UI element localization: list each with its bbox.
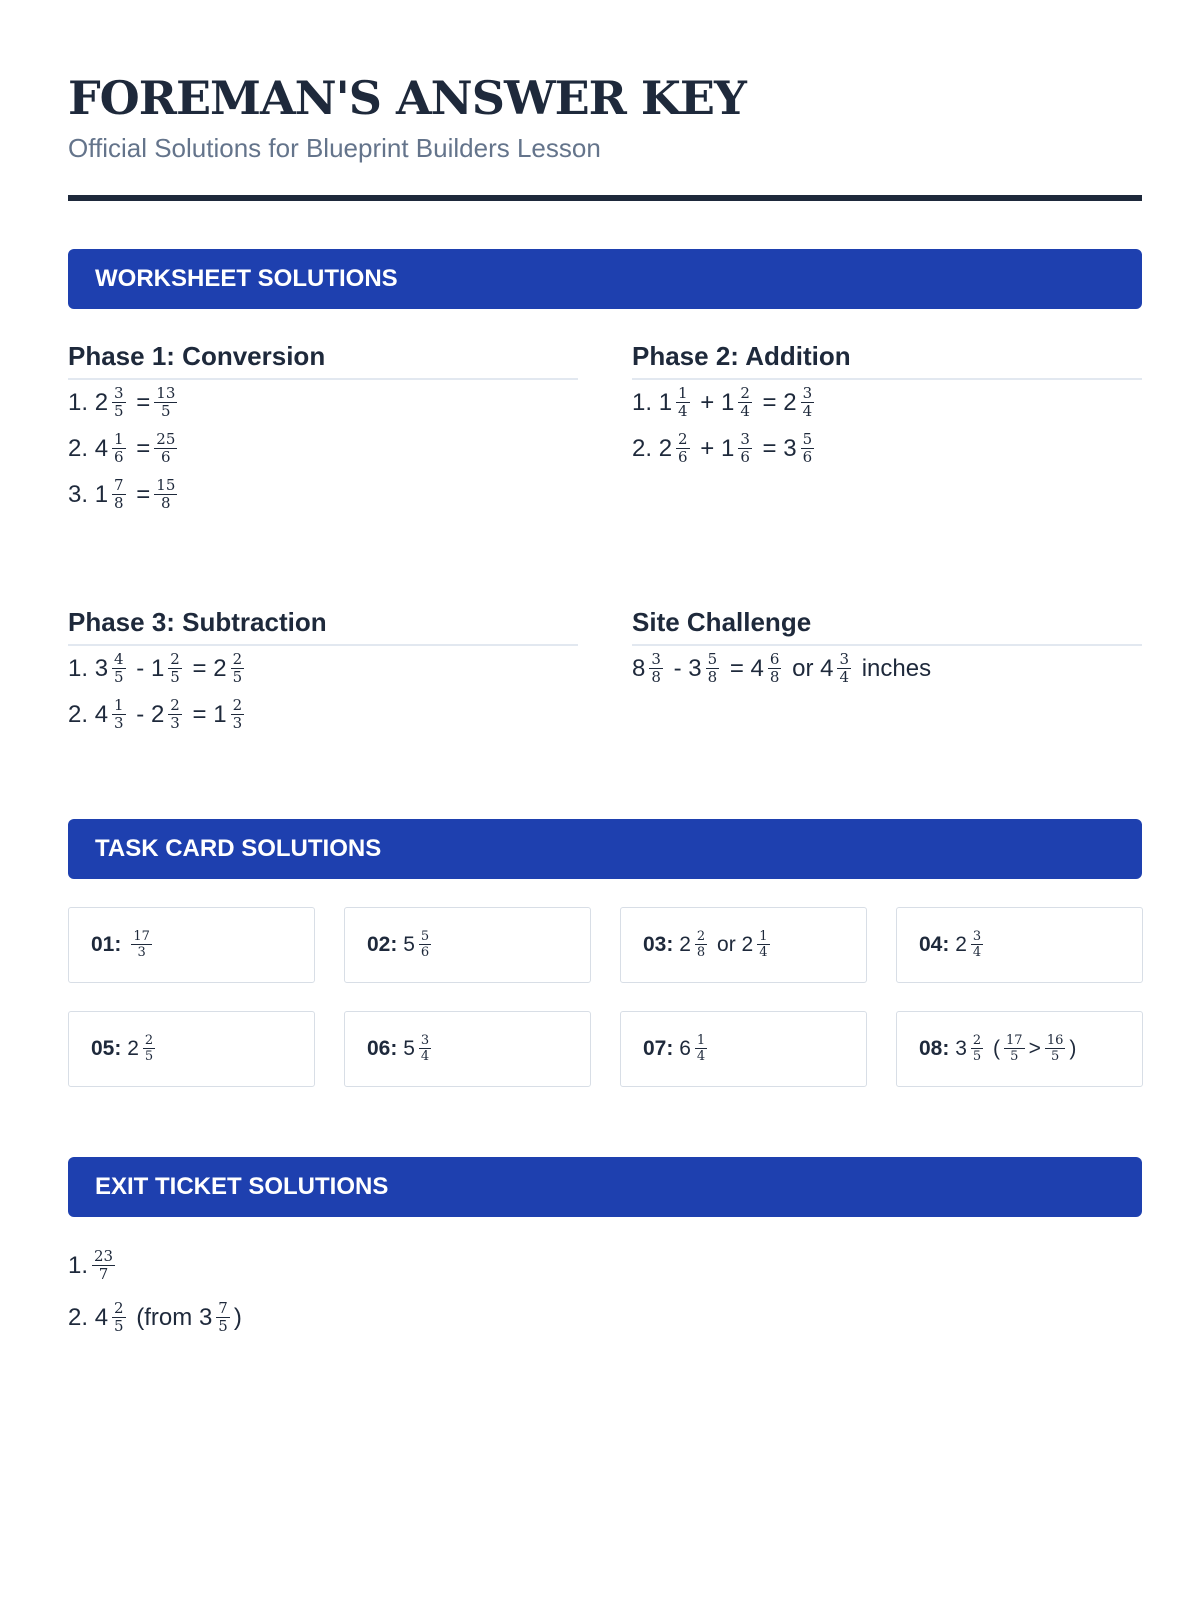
phase-2-item: 2. 2 $\frac{2}{6}$ + 1 $\frac{3}{6}$ = 3 $\frac{5}{6}$ <box>632 430 813 467</box>
fraction: $\frac{5}{8}$ <box>707 650 718 687</box>
fraction: $\frac{1}{3}$ <box>114 696 124 733</box>
exit-ticket-solutions-banner: EXIT TICKET SOLUTIONS <box>68 1157 1142 1217</box>
phase-1-item: 1. 2 $\frac{3}{5}$ = $\frac{13}{5}$ <box>68 384 176 421</box>
fraction: $\frac{2}{3}$ <box>232 696 243 733</box>
phase-3-subtraction <box>68 604 578 738</box>
fraction: $\frac{3}{4}$ <box>839 650 850 687</box>
fraction: $\frac{2}{5}$ <box>114 1299 124 1336</box>
fraction: $\frac{25}{6}$ <box>156 430 176 467</box>
phase-2-addition <box>632 338 1142 472</box>
task-card: 08: 3 $\frac{2}{5}$ ( $\frac{17}{5}$ > $\frac{16}{5}$ ) <box>896 1011 1143 1087</box>
fraction: $\frac{2}{5}$ <box>232 650 243 687</box>
phase-1-conversion <box>68 338 578 518</box>
task-card: 07: 6 $\frac{1}{4}$ <box>620 1011 867 1087</box>
fraction: $\frac{5}{6}$ <box>802 430 813 467</box>
fraction: $\frac{1}{4}$ <box>678 384 688 421</box>
fraction: $\frac{3}{4}$ <box>802 384 813 421</box>
fraction: $\frac{3}{6}$ <box>740 430 750 467</box>
exit-ticket-item: 1. $\frac{23}{7}$ <box>68 1247 114 1284</box>
fraction: $\frac{3}{4}$ <box>972 928 982 960</box>
fraction: $\frac{2}{5}$ <box>972 1032 982 1064</box>
fraction: $\frac{17}{3}$ <box>133 928 150 960</box>
fraction: $\frac{2}{8}$ <box>696 928 706 960</box>
worksheet-solutions-banner: WORKSHEET SOLUTIONS <box>68 249 1142 309</box>
fraction: $\frac{1}{4}$ <box>696 1032 706 1064</box>
phase-2-title: Phase 2: Addition <box>632 338 1142 380</box>
fraction: $\frac{2}{3}$ <box>170 696 180 733</box>
phase-1-item: 3. 1 $\frac{7}{8}$ = $\frac{15}{8}$ <box>68 476 176 513</box>
fraction: $\frac{5}{6}$ <box>420 928 430 960</box>
phase-1-title: Phase 1: Conversion <box>68 338 578 380</box>
page-title: FOREMAN'S ANSWER KEY <box>68 71 746 125</box>
fraction: $\frac{3}{8}$ <box>651 650 661 687</box>
fraction: $\frac{2}{5}$ <box>144 1032 154 1064</box>
task-card: 01: $\frac{17}{3}$ <box>68 907 315 983</box>
fraction: $\frac{2}{4}$ <box>740 384 750 421</box>
task-card: 03: 2 $\frac{2}{8}$ or 2 $\frac{1}{4}$ <box>620 907 867 983</box>
fraction: $\frac{7}{5}$ <box>218 1299 228 1336</box>
task-card-solutions-banner: TASK CARD SOLUTIONS <box>68 819 1142 879</box>
phase-3-item: 1. 3 $\frac{4}{5}$ - 1 $\frac{2}{5}$ = 2 $\frac{2}{5}$ <box>68 650 243 687</box>
site-challenge <box>632 604 1142 692</box>
fraction: $\frac{2}{5}$ <box>170 650 180 687</box>
phase-1-item: 2. 4 $\frac{1}{6}$ = $\frac{25}{6}$ <box>68 430 176 467</box>
phase-3-item: 2. 4 $\frac{1}{3}$ - 2 $\frac{2}{3}$ = 1 $\frac{2}{3}$ <box>68 696 243 733</box>
fraction: $\frac{1}{6}$ <box>114 430 124 467</box>
exit-ticket-item: 2. 4 $\frac{2}{5}$ (from 3 $\frac{7}{5}$ ) <box>68 1299 242 1336</box>
fraction: $\frac{23}{7}$ <box>94 1247 114 1284</box>
fraction: $\frac{16}{5}$ <box>1046 1032 1064 1064</box>
task-card: 06: 5 $\frac{3}{4}$ <box>344 1011 591 1087</box>
phase-2-item: 1. 1 $\frac{1}{4}$ + 1 $\frac{2}{4}$ = 2 $\frac{3}{4}$ <box>632 384 813 421</box>
fraction: $\frac{13}{5}$ <box>156 384 176 421</box>
fraction: $\frac{17}{5}$ <box>1006 1032 1023 1064</box>
site-challenge-title: Site Challenge <box>632 604 1142 646</box>
fraction: $\frac{1}{4}$ <box>759 928 768 960</box>
fraction: $\frac{15}{8}$ <box>156 476 176 513</box>
page-subtitle: Official Solutions for Blueprint Builders Lesson <box>68 133 601 163</box>
site-challenge-answer: 8 $\frac{3}{8}$ - 3 $\frac{5}{8}$ = 4 $\frac{6}{8}$ or 4 $\frac{3}{4}$ inches <box>632 650 932 687</box>
fraction: $\frac{3}{5}$ <box>114 384 124 421</box>
task-card: 02: 5 $\frac{5}{6}$ <box>344 907 591 983</box>
fraction: $\frac{2}{6}$ <box>678 430 688 467</box>
task-card: 04: 2 $\frac{3}{4}$ <box>896 907 1143 983</box>
fraction: $\frac{7}{8}$ <box>114 476 124 513</box>
fraction: $\frac{4}{5}$ <box>114 650 124 687</box>
header-divider <box>68 195 1142 201</box>
phase-3-title: Phase 3: Subtraction <box>68 604 578 646</box>
task-card: 05: 2 $\frac{2}{5}$ <box>68 1011 315 1087</box>
fraction: $\frac{3}{4}$ <box>420 1032 430 1064</box>
fraction: $\frac{6}{8}$ <box>769 650 780 687</box>
